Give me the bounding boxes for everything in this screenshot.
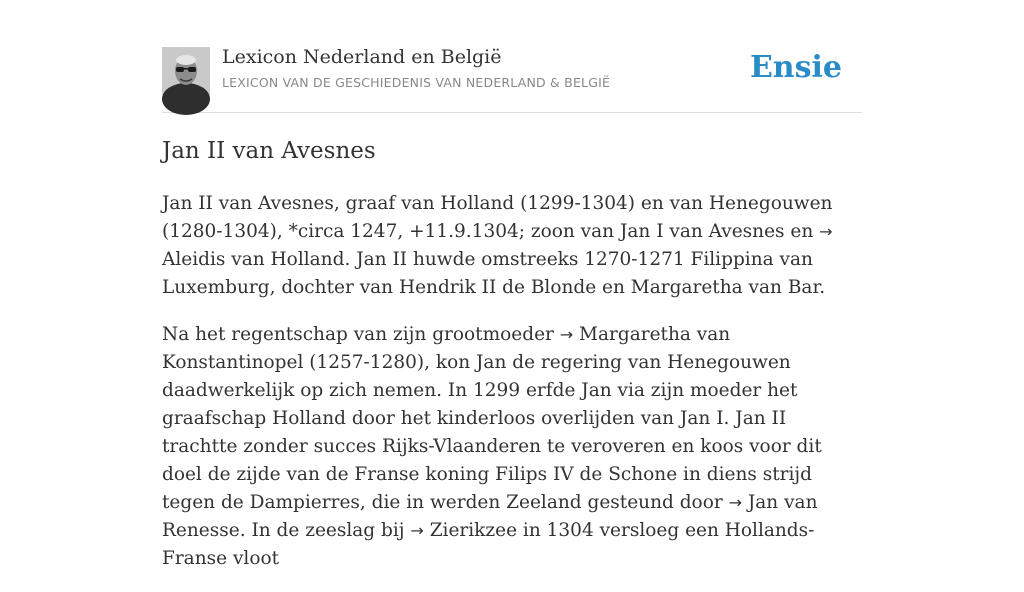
author-avatar[interactable] <box>162 47 210 95</box>
right-arrow-icon: → <box>819 222 833 241</box>
right-arrow-icon: → <box>559 325 574 344</box>
xref-link-margaretha-van-konstantinopel[interactable]: Margaretha van Konstantinopel <box>162 324 731 373</box>
right-arrow-icon: → <box>410 521 424 540</box>
right-arrow-icon: → <box>728 493 742 512</box>
article-paragraph-2 <box>162 321 862 573</box>
paragraph-text: Na het regentschap van zijn grootmoeder <box>162 324 560 345</box>
paragraph-text: Jan II van Avesnes, graaf van Holland (1299-1304) en van Henegouwen (1280-1304), *circa 1247, +11.9.1304; zoon van Jan I van Avesnes en <box>162 193 833 242</box>
page-container <box>162 0 862 569</box>
paragraph-text: in 1304 versloeg een Hollands-Franse vloot <box>162 520 815 569</box>
xref-link-jan-van-renesse[interactable]: Jan van Renesse <box>162 492 818 541</box>
article-body <box>162 190 862 592</box>
site-subtitle: LEXICON VAN DE GESCHIEDENIS VAN NEDERLAND & BELGIË <box>222 75 611 90</box>
site-name-link[interactable]: Lexicon Nederland en België <box>222 46 502 68</box>
article-paragraph-1 <box>162 190 862 302</box>
site-header <box>162 0 862 113</box>
avatar-portrait-icon <box>162 47 210 95</box>
paragraph-text: . In de zeeslag bij <box>239 520 411 541</box>
xref-link-zierikzee[interactable]: Zierikzee <box>429 520 518 541</box>
article-title: Jan II van Avesnes <box>162 138 376 164</box>
paragraph-text: (1257-1280), kon Jan de regering van Henegouwen daadwerkelijk op zich nemen. In 1299 erfde Jan via zijn moeder het graafschap Holland door het kinderloos overlijden van Jan I. Jan II trachtte zonder succes Rijks-Vlaanderen te veroveren en koos voor dit doel de zijde van de Franse koning Filips IV de Schone in diens strijd tegen de Dampierres, die in werden Zeeland gesteund door <box>162 352 822 513</box>
paragraph-text: . Jan II huwde omstreeks 1270-1271 Filippina van Luxemburg, dochter van Hendrik II de Blonde en Margaretha van Bar. <box>162 249 826 298</box>
brand-logo[interactable]: Ensie <box>749 50 842 85</box>
xref-link-aleidis-van-holland[interactable]: Aleidis van Holland <box>162 249 345 270</box>
